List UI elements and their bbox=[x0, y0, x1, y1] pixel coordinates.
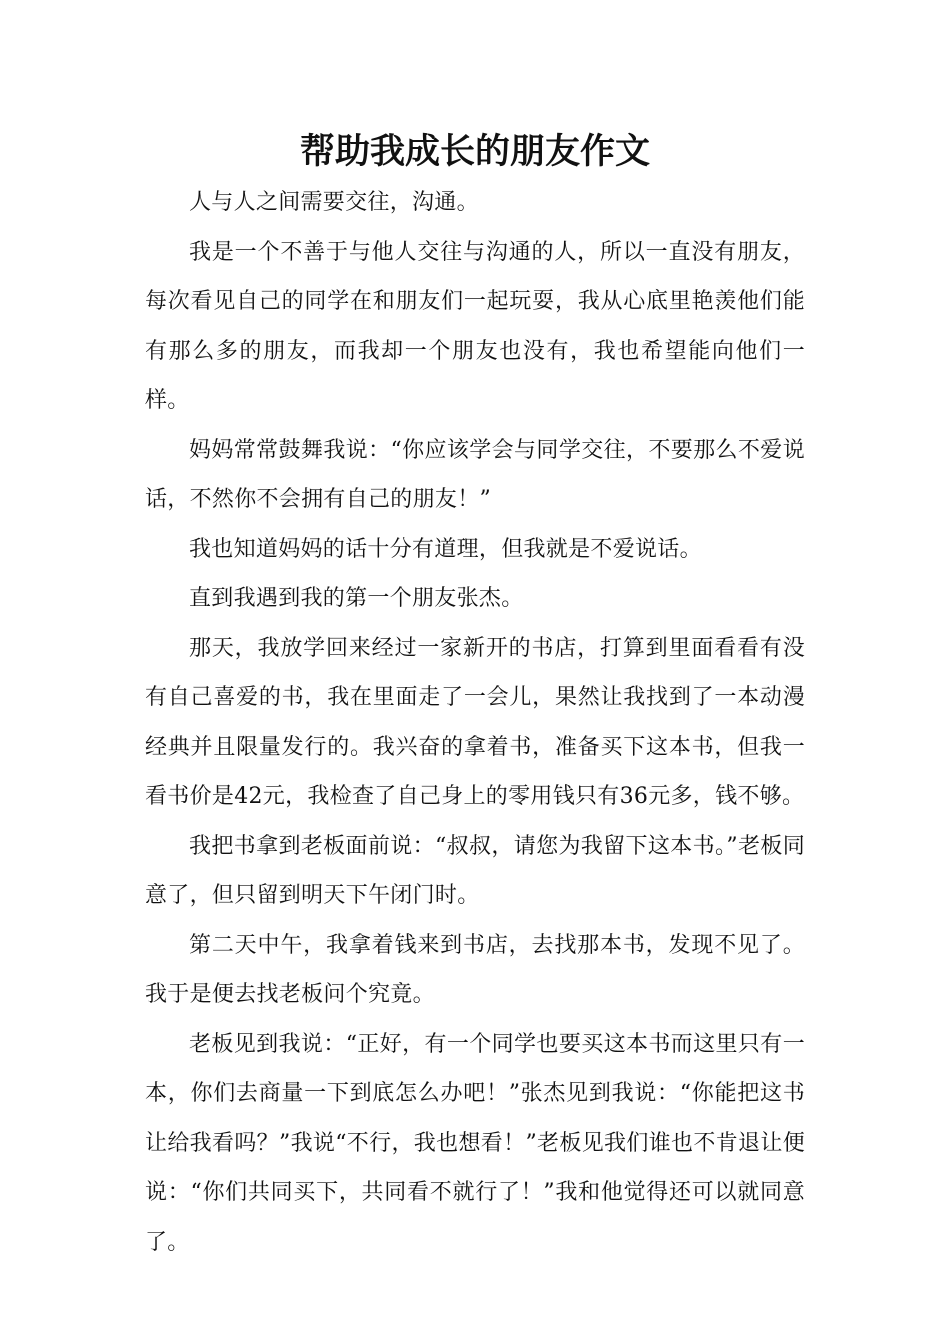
paragraph: 我是一个不善于与他人交往与沟通的人，所以一直没有朋友，每次看见自己的同学在和朋友们一起玩耍，我从心底里艳羡他们能有那么多的朋友，而我却一个朋友也没有，我也希望能向他们一样。 bbox=[145, 239, 805, 413]
paragraph: 我也知道妈妈的话十分有道理，但我就是不爱说话。 bbox=[189, 536, 702, 562]
paragraph: 老板见到我说：“正好，有一个同学也要买这本书而这里只有一本，你们去商量一下到底怎么办吧！”张杰见到我说：“你能把这书让给我看吗？”我说“不行，我也想看！”老板见我们谁也不肯退让便说：“你们共同买下，共同看不就行了！”我和他觉得还可以就同意了。 bbox=[145, 1031, 805, 1255]
document-title: 帮助我成长的朋友作文 bbox=[299, 131, 650, 172]
paragraph: 直到我遇到我的第一个朋友张杰。 bbox=[189, 586, 524, 611]
document-body bbox=[145, 178, 805, 1267]
paragraph: 那天，我放学回来经过一家新开的书店，打算到里面看看有没有自己喜爱的书，我在里面走了一会儿，果然让我找到了一本动漫经典并且限量发行的。我兴奋的拿着书，准备买下这本书，但我一看书价是42元，我检查了自己身上的零用钱只有36元多，钱不够。 bbox=[145, 635, 805, 809]
paragraph: 妈妈常常鼓舞我说：“你应该学会与同学交往，不要那么不爱说话，不然你不会拥有自己的朋友！” bbox=[145, 437, 805, 512]
paragraph: 人与人之间需要交往，沟通。 bbox=[189, 190, 479, 215]
paragraph: 第二天中午，我拿着钱来到书店，去找那本书，发现不见了。我于是便去找老板问个究竟。 bbox=[145, 932, 805, 1007]
paragraph: 我把书拿到老板面前说：“叔叔，请您为我留下这本书。”老板同意了，但只留到明天下午闭门时。 bbox=[145, 833, 805, 908]
